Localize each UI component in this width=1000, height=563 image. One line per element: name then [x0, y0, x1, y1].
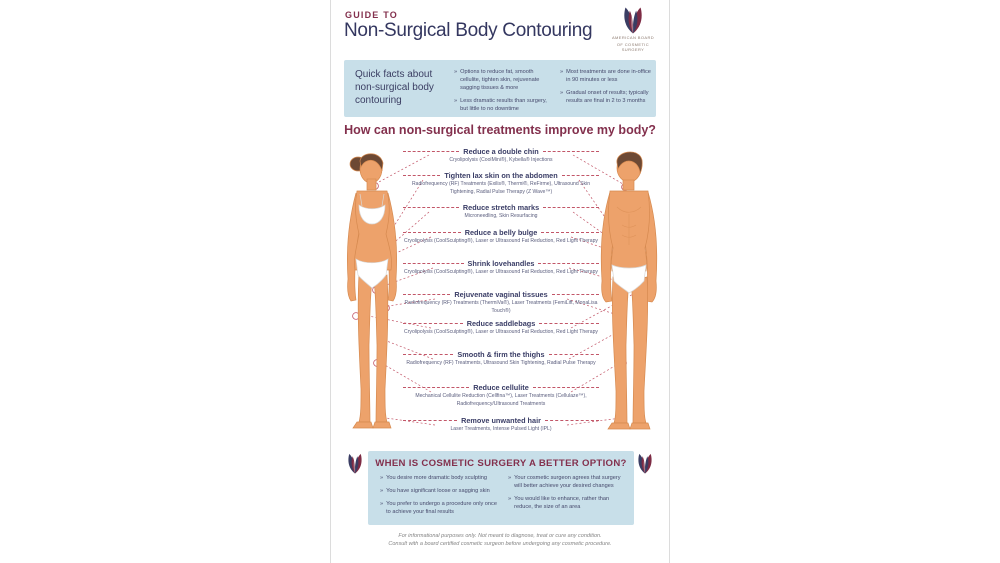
dash-line [543, 151, 599, 152]
treatment-item [403, 383, 599, 408]
treatment-title: Reduce cellulite [473, 383, 529, 392]
dash-line [538, 263, 599, 264]
dash-line [403, 387, 469, 388]
surgery-option-text: You desire more dramatic body sculpting [386, 475, 487, 481]
dash-line [403, 232, 461, 233]
treatment-item [403, 171, 599, 196]
bullet-icon [508, 495, 511, 511]
treatment-title: Reduce saddlebags [466, 319, 536, 328]
dash-line [552, 294, 599, 295]
bullet-icon [508, 474, 511, 490]
treatment-title: Smooth & firm the thighs [457, 350, 545, 359]
quick-fact [454, 68, 552, 92]
abcs-leaf-icon [345, 452, 365, 474]
bullet-icon [454, 68, 457, 92]
quick-fact-text: Less dramatic results than surgery, but little to no downtime [460, 98, 547, 113]
dash-line [403, 294, 450, 295]
treatment-title: Remove unwanted hair [461, 416, 541, 425]
dash-line [541, 232, 599, 233]
quick-fact [454, 97, 552, 113]
bullet-icon [560, 89, 563, 105]
treatment-detail: Cryolipolysis (CoolSculpting®), Laser or Ultrasound Fat Reduction, Red Light Therapy [404, 329, 598, 335]
treatment-item [403, 319, 599, 337]
bullet-icon [560, 68, 563, 84]
treatment-item [403, 147, 599, 165]
surgery-option-point [380, 487, 498, 495]
quick-facts-column-1 [454, 68, 552, 119]
kicker-text: GUIDE TO [345, 10, 398, 20]
dash-line [533, 387, 599, 388]
surgery-option-text: You prefer to undergo a procedure only once to achieve your final results [386, 501, 497, 516]
female-figure-illustration [333, 147, 413, 433]
treatment-detail: Radiofrequency (RF) Treatments (ThermiVa®), Laser Treatments (FemiLift, MonaLisa Touch®) [404, 300, 598, 314]
surgery-option-box [368, 451, 634, 525]
dash-line [403, 263, 464, 264]
surgery-option-point [380, 474, 498, 482]
dash-line [545, 420, 599, 421]
treatment-detail: Radiofrequency (RF) Treatments, Ultrasound Skin Tightening, Radial Pulse Therapy [406, 360, 596, 366]
treatment-item [403, 259, 599, 277]
treatment-detail: Cryolipolysis (CoolSculpting®), Laser or Ultrasound Fat Reduction, Red Light Therapy [404, 238, 598, 244]
page-title: Non-Surgical Body Contouring [344, 20, 593, 41]
treatment-detail: Radiofrequency (RF) Treatments (Exilis®, Thermi®, ReFirme), Ultrasound Skin Tightening, Radial Pulse Therapy (Z Wave™) [411, 181, 591, 195]
surgery-option-point [508, 495, 624, 511]
disclaimer [331, 532, 669, 549]
dash-line [403, 175, 440, 176]
surgery-option-point [380, 500, 498, 516]
surgery-option-column-1 [380, 474, 498, 521]
disclaimer-line1: For informational purposes only. Not meant to diagnose, treat or cure any condition. [398, 533, 602, 539]
surgery-option-text: You would like to enhance, rather than reduce, the size of an area [514, 496, 610, 511]
treatment-item [403, 416, 599, 434]
treatment-title: Rejuvenate vaginal tissues [454, 290, 548, 299]
treatment-item [403, 350, 599, 368]
dash-line [539, 323, 599, 324]
quick-fact-text: Gradual onset of results; typically results are final in 2 to 3 months [566, 90, 649, 105]
treatment-title: Reduce a belly bulge [464, 228, 538, 237]
dash-line [403, 420, 457, 421]
surgery-option-title: WHEN IS COSMETIC SURGERY A BETTER OPTION? [375, 458, 627, 469]
quick-facts-box [344, 60, 656, 117]
treatment-detail: Cryolipolysis (CoolSculpting®), Laser or Ultrasound Fat Reduction, Red Light Therapy [404, 269, 598, 275]
logo-text-line2: OF COSMETIC SURGERY [616, 41, 650, 53]
dash-line [403, 323, 463, 324]
treatment-title: Reduce a double chin [463, 147, 539, 156]
section-heading: How can non-surgical treatments improve my body? [344, 123, 656, 137]
quick-fact [560, 89, 652, 105]
treatment-title: Tighten lax skin on the abdomen [444, 171, 558, 180]
treatment-detail: Laser Treatments, Intense Pulsed Light (IPL) [450, 426, 552, 432]
male-figure-illustration [589, 147, 669, 433]
surgery-option-text: You have significant loose or sagging skin [386, 488, 490, 495]
dash-line [403, 207, 459, 208]
treatment-item [403, 290, 599, 315]
quick-facts-column-2 [560, 68, 652, 110]
bullet-icon [380, 500, 383, 516]
treatment-detail: Cryolipolysis (CoolMini®), Kybella® Injections [449, 157, 553, 163]
dash-line [562, 175, 599, 176]
treatment-detail: Microneedling, Skin Resurfacing [464, 213, 538, 219]
surgery-option-text: Your cosmetic surgeon agrees that surgery will better achieve your desired changes [514, 475, 621, 490]
bullet-icon [380, 487, 383, 495]
dash-line [403, 151, 459, 152]
dash-line [543, 207, 599, 208]
treatment-item [403, 228, 599, 246]
infographic-card [330, 0, 670, 563]
abcs-leaf-icon [620, 5, 646, 34]
quick-fact-text: Most treatments are done in-office in 90 minutes or less [566, 69, 651, 84]
dash-line [403, 354, 453, 355]
quick-fact-text: Options to reduce fat, smooth cellulite, tighten skin, rejuvenate sagging tissues & more [460, 69, 540, 92]
surgery-option-column-2 [508, 474, 624, 516]
logo-text-line1: AMERICAN BOARD [611, 35, 655, 40]
bullet-icon [454, 97, 457, 113]
treatment-item [403, 203, 599, 221]
bullet-icon [380, 474, 383, 482]
treatment-title: Shrink lovehandles [467, 259, 535, 268]
disclaimer-line2: Consult with a board certified cosmetic surgeon before undergoing any cosmetic procedure. [388, 541, 612, 548]
treatment-detail: Mechanical Cellulite Reduction (Cellfina™), Laser Treatments (Cellulaze™), Radiofrequency/Ultrasound Treatments [415, 393, 587, 407]
abcs-leaf-icon [635, 452, 655, 474]
surgery-option-point [508, 474, 624, 490]
dash-line [549, 354, 599, 355]
treatment-title: Reduce stretch marks [462, 203, 540, 212]
abcs-logo [605, 5, 661, 53]
quick-fact [560, 68, 652, 84]
quick-facts-title: Quick facts about non-surgical body contouring [355, 69, 434, 106]
